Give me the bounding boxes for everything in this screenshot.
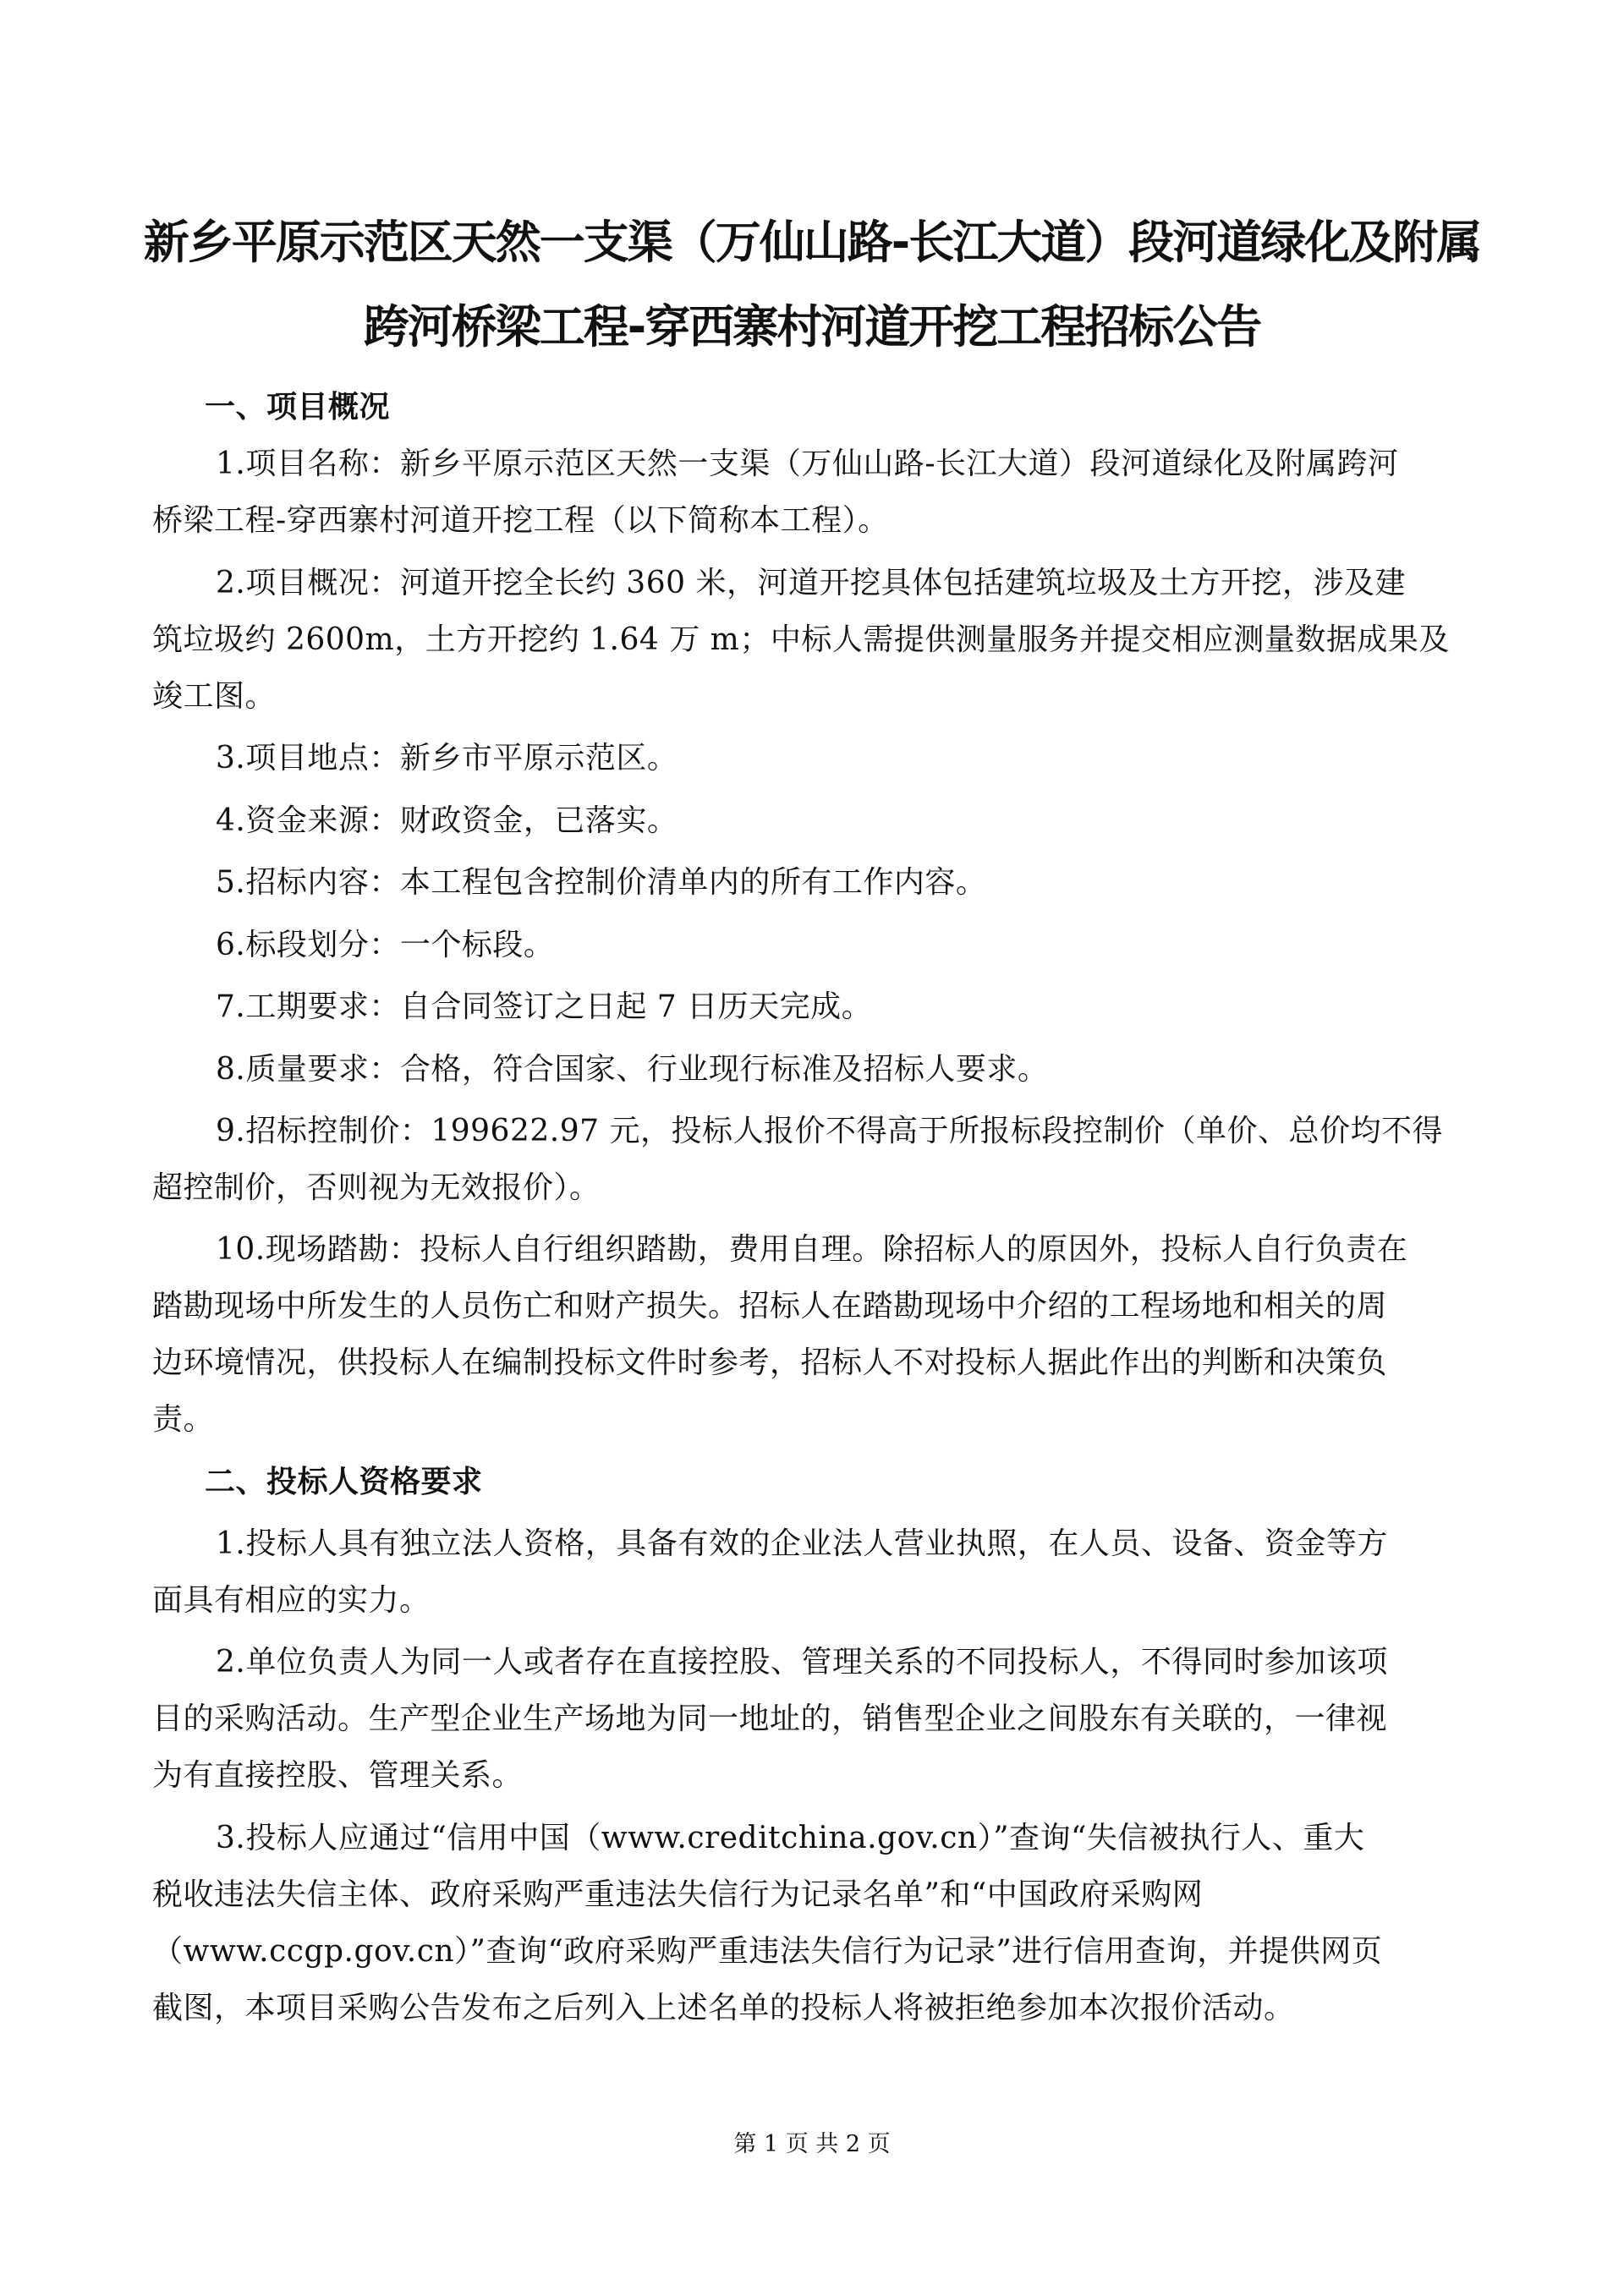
paragraph-line: 3.投标人应通过“信用中国（www.creditchina.gov.cn）”查询“失信被执行人、重大 [216,1821,1365,1855]
paragraph-line: 2.项目概况：河道开挖全长约 360 米，河道开挖具体包括建筑垃圾及土方开挖，涉及建 [216,566,1406,600]
paragraph-line: 为有直接控股、管理关系。 [152,1758,524,1793]
section-heading-bidder-qualification: 二、投标人资格要求 [205,1465,483,1499]
paragraph-line: 5.招标内容：本工程包含控制价清单内的所有工作内容。 [216,865,987,900]
document-title-line-2: 跨河桥梁工程-穿西寨村河道开挖工程招标公告 [363,300,1261,353]
paragraph-line: 目的采购活动。生产型企业生产场地为同一地址的，销售型企业之间股东有关联的，一律视 [152,1701,1388,1736]
paragraph-line: 竣工图。 [152,679,277,714]
paragraph-line: 6.标段划分：一个标段。 [216,928,555,962]
paragraph-line: 10.现场踏勘：投标人自行组织踏勘，费用自理。除招标人的原因外，投标人自行负责在 [216,1232,1408,1267]
paragraph-line: 1.项目名称：新乡平原示范区天然一支渠（万仙山路-长江大道）段河道绿化及附属跨河 [216,447,1399,481]
paragraph-line: 9.招标控制价：199622.97 元，投标人报价不得高于所报标段控制价（单价、总价均不得 [216,1114,1443,1148]
paragraph-line: 2.单位负责人为同一人或者存在直接控股、管理关系的不同投标人，不得同时参加该项 [216,1645,1388,1680]
paragraph-line: 超控制价，否则视为无效报价）。 [152,1170,601,1205]
paragraph-line: 税收违法失信主体、政府采购严重违法失信行为记录名单”和“中国政府采购网 [152,1877,1204,1912]
page-number-footer: 第 1 页 共 2 页 [733,2131,891,2157]
paragraph-line: 筑垃圾约 2600m，土方开挖约 1.64 万 m；中标人需提供测量服务并提交相应测量数据成果及 [152,622,1450,657]
paragraph-line: 面具有相应的实力。 [152,1583,431,1618]
paragraph-line: 截图，本项目采购公告发布之后列入上述名单的投标人将被拒绝参加本次报价活动。 [152,1991,1295,2025]
paragraph-line: （www.ccgp.gov.cn）”查询“政府采购严重违法失信行为记录”进行信用查询，并提供网页 [152,1934,1383,1969]
paragraph-line: 1.投标人具有独立法人资格，具备有效的企业法人营业执照，在人员、设备、资金等方 [216,1526,1388,1561]
paragraph-line: 踏勘现场中所发生的人员伤亡和财产损失。招标人在踏勘现场中介绍的工程场地和相关的周 [152,1289,1388,1323]
paragraph-line: 4.资金来源：财政资金，已落实。 [216,803,678,838]
paragraph-line: 3.项目地点：新乡市平原示范区。 [216,741,678,775]
paragraph-line: 责。 [152,1402,215,1437]
paragraph-line: 8.质量要求：合格，符合国家、行业现行标准及招标人要求。 [216,1052,1049,1087]
section-heading-project-overview: 一、项目概况 [205,390,391,425]
paragraph-line: 边环境情况，供投标人在编制投标文件时参考，招标人不对投标人据此作出的判断和决策负 [152,1345,1388,1380]
paragraph-line: 桥梁工程-穿西寨村河道开挖工程（以下简称本工程）。 [152,503,889,538]
paragraph-line: 7.工期要求：自合同签订之日起 7 日历天完成。 [216,989,873,1024]
document-title-line-1: 新乡平原示范区天然一支渠（万仙山路-长江大道）段河道绿化及附属 [143,216,1481,269]
